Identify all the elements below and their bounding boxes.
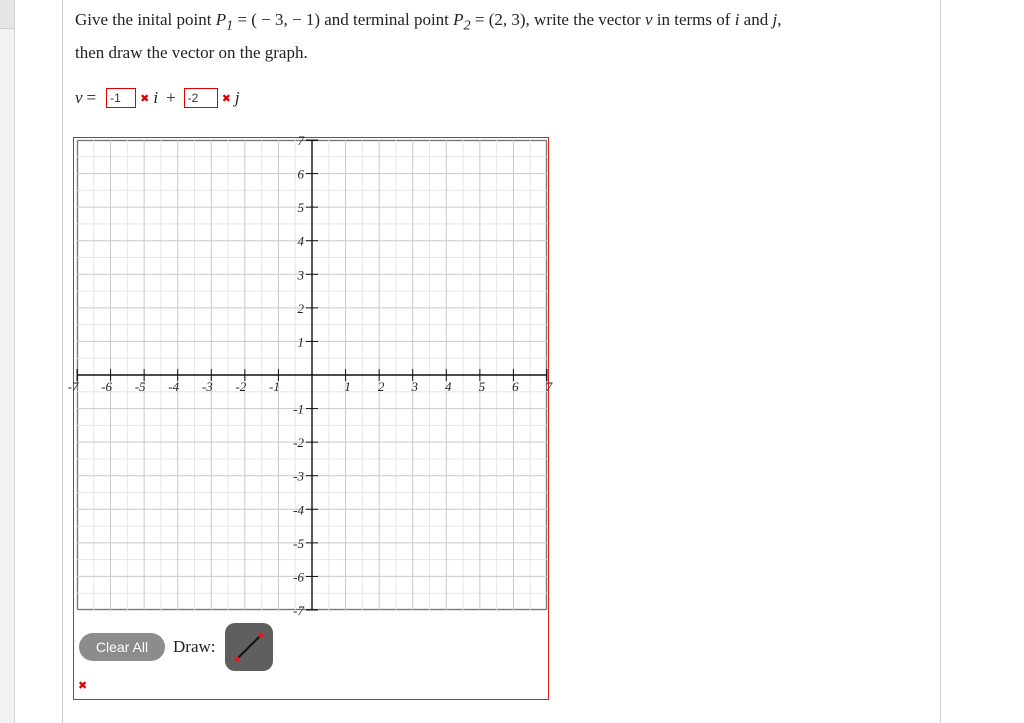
x-tick-label: -6 (101, 379, 112, 394)
x-tick-label: 4 (445, 379, 452, 394)
answer-v-label: v (75, 88, 83, 107)
x-tick-label: -1 (269, 379, 280, 394)
question-part: , write the vector (525, 10, 645, 29)
i-coefficient-input[interactable]: -1 (106, 88, 136, 108)
y-tick-label: 2 (297, 300, 304, 316)
content-border-left (62, 0, 63, 723)
y-tick-label: 6 (297, 166, 304, 182)
x-tick-label: -5 (134, 379, 146, 394)
question-part: , (777, 10, 782, 29)
x-tick-label: 7 (545, 379, 553, 394)
x-tick-label: -3 (201, 379, 213, 394)
j-symbol: j (772, 10, 778, 29)
y-tick-label: -5 (293, 535, 304, 551)
x-tick-label: 3 (411, 379, 418, 394)
question-part: Give the inital point (75, 10, 216, 29)
p2-value: = (2, 3) (470, 10, 526, 29)
answer-plus: + (166, 88, 176, 107)
status-incorrect-icon: ✖ (78, 679, 88, 692)
question-text (75, 6, 935, 66)
y-tick-label: -3 (293, 468, 304, 484)
answer-j-unit: j (234, 88, 240, 107)
y-tick-label: -1 (293, 401, 304, 417)
y-tick-label: -2 (293, 435, 304, 451)
y-tick-label: -6 (293, 569, 304, 585)
answer-line (75, 86, 240, 110)
x-tick-label: 1 (344, 379, 351, 394)
x-tick-label: -7 (67, 379, 79, 394)
question-part: and terminal point (320, 10, 454, 29)
answer-i-unit: i (153, 88, 159, 107)
clear-all-button[interactable]: Clear All (79, 633, 165, 661)
p2-symbol: $P_2$ (453, 10, 471, 34)
y-tick-label: 4 (297, 233, 304, 249)
gutter-tab[interactable] (0, 0, 14, 29)
y-tick-label: -7 (293, 603, 304, 618)
incorrect-icon: ✖ (221, 91, 231, 105)
content-border-right (940, 0, 941, 723)
answer-equals: = (86, 88, 97, 107)
y-tick-label: 5 (297, 200, 304, 216)
y-tick-label: 7 (297, 133, 304, 148)
question-line-2: then draw the vector on the graph. (75, 43, 308, 63)
coordinate-graph[interactable] (67, 133, 553, 618)
p1-value: = ( − 3, − 1) (233, 10, 321, 29)
x-tick-label: -2 (235, 379, 247, 394)
graph-controls (79, 622, 273, 672)
incorrect-icon: ✖ (140, 91, 150, 105)
y-tick-label: -4 (293, 502, 304, 518)
y-tick-label: 1 (297, 334, 304, 350)
x-tick-label: -4 (168, 379, 180, 394)
y-tick-label: 3 (297, 267, 304, 283)
v-symbol: v (644, 10, 653, 29)
p1-symbol: $P_1$ (215, 10, 234, 34)
left-gutter (0, 0, 15, 723)
x-tick-label: 2 (377, 379, 385, 394)
draw-label: Draw: (173, 637, 216, 656)
j-coefficient-input[interactable]: -2 (184, 88, 218, 108)
x-tick-label: 5 (478, 379, 486, 394)
vector-tool-button[interactable] (225, 623, 273, 671)
i-symbol: i (734, 10, 740, 29)
x-tick-label: 6 (512, 379, 519, 394)
question-part: in terms of (652, 10, 735, 29)
vector-arrow-icon (225, 623, 273, 671)
question-part: and (739, 10, 773, 29)
